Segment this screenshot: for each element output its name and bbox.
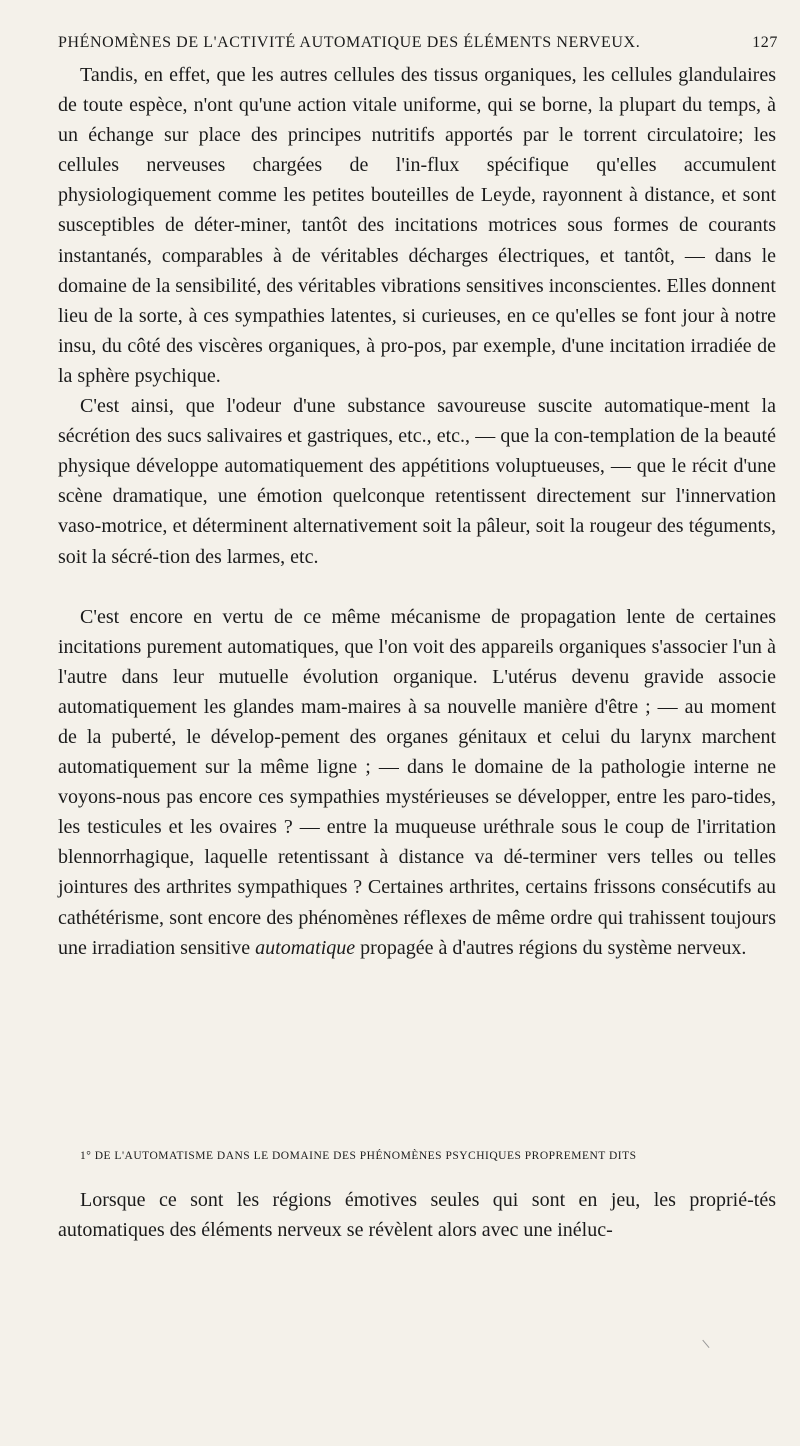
paragraph-3 <box>58 602 776 963</box>
page-number: 127 <box>752 34 778 51</box>
paragraph-2: C'est ainsi, que l'odeur d'une substance savoureuse suscite automatique-ment la sécrétion des sucs salivaires et gastriques, etc., etc., — que la con-templation de la beauté physique développe automatiquement des appétitions voluptueuses, — que le récit d'une scène dramatique, une émotion quelconque retentissent directement sur l'innervation vaso-motrice, et déterminent alternativement soit la pâleur, soit la rougeur des téguments, soit la sécré-tion des larmes, etc. <box>58 395 776 568</box>
final-paragraph: Lorsque ce sont les régions émotives seules qui sont en jeu, les proprié-tés automatiques des éléments nerveux se révèlent alors avec une inéluc- <box>58 1189 776 1242</box>
running-header <box>58 34 778 60</box>
paragraph-3-text: C'est encore en vertu de ce même mécanisme de propagation lente de certaines incitations purement automatiques, que l'on voit des appareils organiques s'associer l'un à l'autre dans leur mutuelle évolution organique. L'utérus devenu gravide associe automatiquement les glandes mam-maires à sa nouvelle manière d'être ; — au moment de la puberté, le dévelop-pement des organes génitaux et celui du larynx marchent automatiquement sur la même ligne ; — dans le domaine de la pathologie interne ne voyons-nous pas encore ces sympathies mystérieuses se développer, entre les paro-tides, les testicules et les ovaires ? — entre la muqueuse uréthrale sous le coup de l'irritation blennorrhagique, laquelle retentissant à distance va dé-terminer vers telles ou telles jointures des arthrites sympathiques ? Certaines arthrites, certains frissons consécutifs au cathétérisme, sont encore des phénomènes réflexes de même ordre qui trahissent toujours une irradiation sensitive <box>58 605 776 959</box>
running-title: PHÉNOMÈNES DE L'ACTIVITÉ AUTOMATIQUE DES ÉLÉMENTS NERVEUX. <box>58 34 641 51</box>
final-paragraph-block <box>58 1185 776 1245</box>
body-text <box>58 60 776 963</box>
section-heading: 1° DE L'AUTOMATISME DANS LE DOMAINE DES PHÉNOMÈNES PSYCHIQUES PROPREMENT DITS <box>80 1150 637 1162</box>
emphasis-word: automatique <box>255 936 356 959</box>
print-mark <box>702 1332 718 1348</box>
paragraph-3-tail: propagée à d'autres régions du système nerveux. <box>360 936 747 959</box>
paragraph-1: Tandis, en effet, que les autres cellules des tissus organiques, les cellules glandulaires de toute espèce, n'ont qu'une action vitale uniforme, qui se borne, la plupart du temps, à un échange sur place des principes nutritifs apportés par le torrent circulatoire; les cellules nerveuses chargées de l'in-flux spécifique qu'elles accumulent physiologiquement comme les petites bouteilles de Leyde, rayonnent à distance, et sont susceptibles de déter-miner, tantôt des incitations motrices sous formes de courants instantanés, comparables à de véritables décharges électriques, et tantôt, — dans le domaine de la sensibilité, des véritables vibrations sensitives inconscientes. Elles donnent lieu de la sorte, à ces sympathies latentes, si curieuses, en ce qu'elles se font jour à notre insu, du côté des viscères organiques, à pro-pos, par exemple, d'une incitation irradiée de la sphère psychique. <box>58 64 776 387</box>
